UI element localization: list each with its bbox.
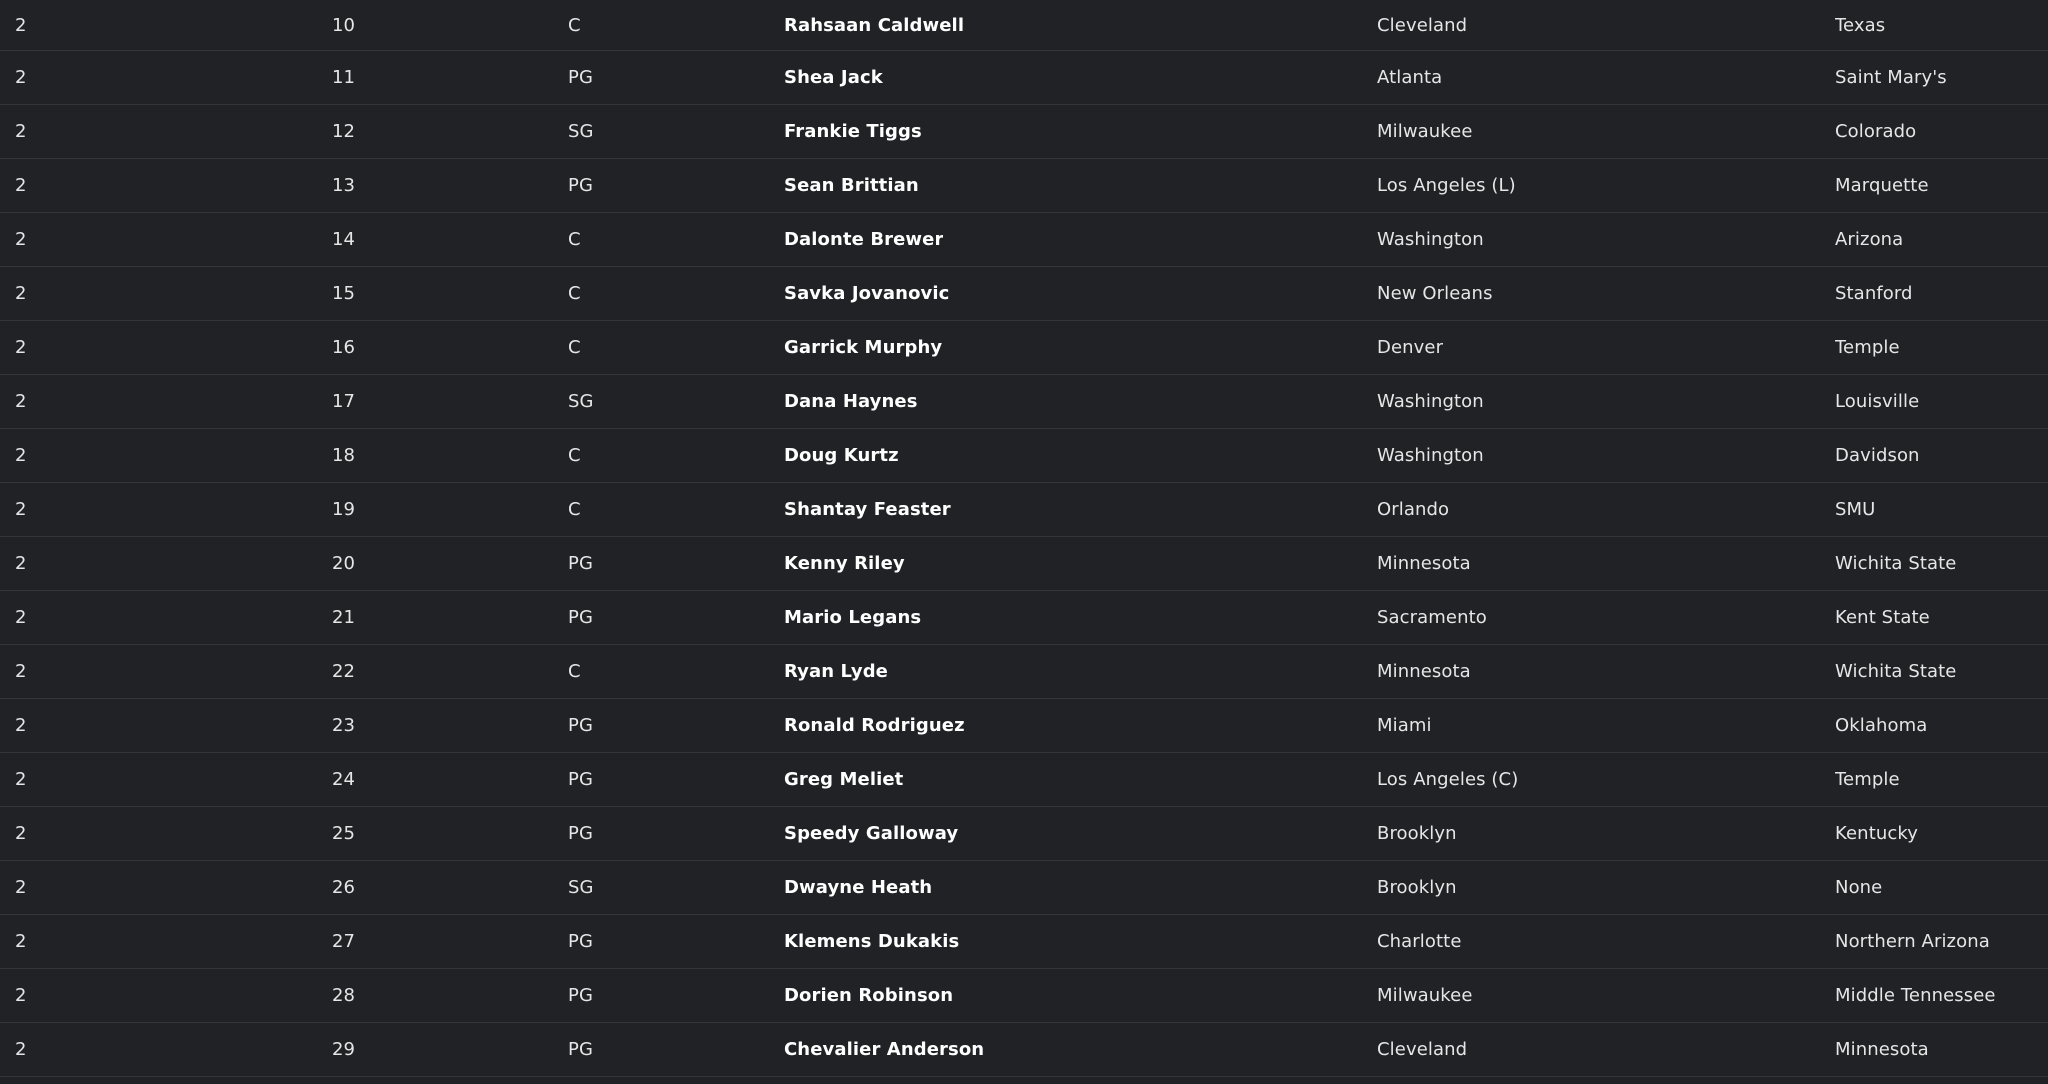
table-row[interactable] [0,807,2048,861]
team-cell: Brooklyn [1377,877,1457,898]
table-row[interactable] [0,159,2048,213]
table-row[interactable] [0,267,2048,321]
player-name-cell: Frankie Tiggs [784,121,922,142]
team-cell: Milwaukee [1377,121,1473,142]
position-cell: C [568,14,581,36]
pick-cell: 10 [332,14,356,36]
table-row[interactable] [0,753,2048,807]
pick-cell: 26 [332,877,356,898]
position-cell: PG [568,985,594,1006]
college-cell: Middle Tennessee [1835,985,1996,1006]
player-name-cell: Rahsaan Caldwell [784,14,965,36]
round-cell: 2 [15,553,27,574]
pick-cell: 19 [332,499,356,520]
pick-cell: 18 [332,445,356,466]
position-cell: C [568,661,581,682]
player-name-cell: Shea Jack [784,67,883,88]
college-cell: Marquette [1835,175,1929,196]
position-cell: PG [568,553,594,574]
round-cell: 2 [15,391,27,412]
table-row[interactable] [0,1023,2048,1077]
round-cell: 2 [15,499,27,520]
pick-cell: 21 [332,607,356,628]
team-cell: Cleveland [1377,1039,1468,1060]
position-cell: PG [568,607,594,628]
college-cell: SMU [1835,499,1876,520]
table-row[interactable] [0,105,2048,159]
position-cell: PG [568,769,594,790]
round-cell: 2 [15,175,27,196]
pick-cell: 20 [332,553,356,574]
college-cell: Minnesota [1835,1039,1929,1060]
player-name-cell: Klemens Dukakis [784,931,960,952]
team-cell: Miami [1377,715,1432,736]
round-cell: 2 [15,985,27,1006]
round-cell: 2 [15,931,27,952]
pick-cell: 11 [332,67,356,88]
position-cell: PG [568,1039,594,1060]
player-name-cell: Chevalier Anderson [784,1039,985,1060]
round-cell: 2 [15,14,27,36]
round-cell: 2 [15,877,27,898]
team-cell: Charlotte [1377,931,1462,952]
team-cell: Sacramento [1377,607,1487,628]
round-cell: 2 [15,823,27,844]
player-name-cell: Savka Jovanovic [784,283,950,304]
round-cell: 2 [15,607,27,628]
position-cell: C [568,499,581,520]
college-cell: Temple [1835,337,1900,358]
college-cell: Colorado [1835,121,1917,142]
table-row[interactable] [0,969,2048,1023]
college-cell: Arizona [1835,229,1904,250]
player-name-cell: Ronald Rodriguez [784,715,965,736]
player-name-cell: Mario Legans [784,607,922,628]
team-cell: Brooklyn [1377,823,1457,844]
player-name-cell: Dana Haynes [784,391,918,412]
position-cell: C [568,283,581,304]
player-name-cell: Kenny Riley [784,553,905,574]
round-cell: 2 [15,661,27,682]
pick-cell: 17 [332,391,356,412]
table-row[interactable] [0,483,2048,537]
player-name-cell: Dorien Robinson [784,985,954,1006]
team-cell: Cleveland [1377,14,1468,36]
college-cell: Saint Mary's [1835,67,1947,88]
round-cell: 2 [15,1039,27,1060]
team-cell: Washington [1377,445,1484,466]
round-cell: 2 [15,67,27,88]
round-cell: 2 [15,715,27,736]
player-name-cell: Greg Meliet [784,769,904,790]
round-cell: 2 [15,229,27,250]
college-cell: Northern Arizona [1835,931,1990,952]
position-cell: PG [568,67,594,88]
player-name-cell: Garrick Murphy [784,337,943,358]
player-name-cell: Dwayne Heath [784,877,933,898]
pick-cell: 14 [332,229,356,250]
table-row[interactable] [0,0,2048,51]
table-row[interactable] [0,375,2048,429]
position-cell: PG [568,823,594,844]
player-name-cell: Doug Kurtz [784,445,899,466]
pick-cell: 29 [332,1039,356,1060]
pick-cell: 27 [332,931,356,952]
pick-cell: 15 [332,283,356,304]
table-row[interactable] [0,591,2048,645]
college-cell: Kent State [1835,607,1930,628]
player-name-cell: Speedy Galloway [784,823,959,844]
table-row[interactable] [0,321,2048,375]
round-cell: 2 [15,445,27,466]
round-cell: 2 [15,337,27,358]
position-cell: C [568,445,581,466]
table-row[interactable] [0,537,2048,591]
pick-cell: 16 [332,337,356,358]
table-row[interactable] [0,699,2048,753]
position-cell: C [568,229,581,250]
team-cell: Washington [1377,391,1484,412]
team-cell: Milwaukee [1377,985,1473,1006]
team-cell: Washington [1377,229,1484,250]
team-cell: Los Angeles (C) [1377,769,1519,790]
college-cell: Kentucky [1835,823,1918,844]
team-cell: Minnesota [1377,553,1471,574]
college-cell: Wichita State [1835,553,1957,574]
pick-cell: 22 [332,661,356,682]
team-cell: Minnesota [1377,661,1471,682]
round-cell: 2 [15,121,27,142]
team-cell: Los Angeles (L) [1377,175,1516,196]
pick-cell: 23 [332,715,356,736]
table-row[interactable] [0,51,2048,105]
position-cell: SG [568,877,594,898]
player-name-cell: Ryan Lyde [784,661,888,682]
team-cell: New Orleans [1377,283,1493,304]
college-cell: Louisville [1835,391,1920,412]
position-cell: SG [568,391,594,412]
team-cell: Atlanta [1377,67,1443,88]
table-row[interactable] [0,915,2048,969]
table-row[interactable] [0,861,2048,915]
table-row[interactable] [0,429,2048,483]
round-cell: 2 [15,769,27,790]
round-cell: 2 [15,283,27,304]
pick-cell: 13 [332,175,356,196]
team-cell: Denver [1377,337,1444,358]
college-cell: Temple [1835,769,1900,790]
college-cell: Stanford [1835,283,1913,304]
table-row[interactable] [0,645,2048,699]
team-cell: Orlando [1377,499,1450,520]
college-cell: None [1835,877,1883,898]
position-cell: C [568,337,581,358]
pick-cell: 28 [332,985,356,1006]
position-cell: PG [568,715,594,736]
pick-cell: 24 [332,769,356,790]
position-cell: PG [568,931,594,952]
college-cell: Oklahoma [1835,715,1928,736]
college-cell: Wichita State [1835,661,1957,682]
position-cell: SG [568,121,594,142]
college-cell: Texas [1835,14,1886,36]
player-name-cell: Sean Brittian [784,175,919,196]
position-cell: PG [568,175,594,196]
pick-cell: 25 [332,823,356,844]
pick-cell: 12 [332,121,356,142]
player-name-cell: Shantay Feaster [784,499,951,520]
college-cell: Davidson [1835,445,1920,466]
table-row[interactable] [0,213,2048,267]
player-name-cell: Dalonte Brewer [784,229,944,250]
